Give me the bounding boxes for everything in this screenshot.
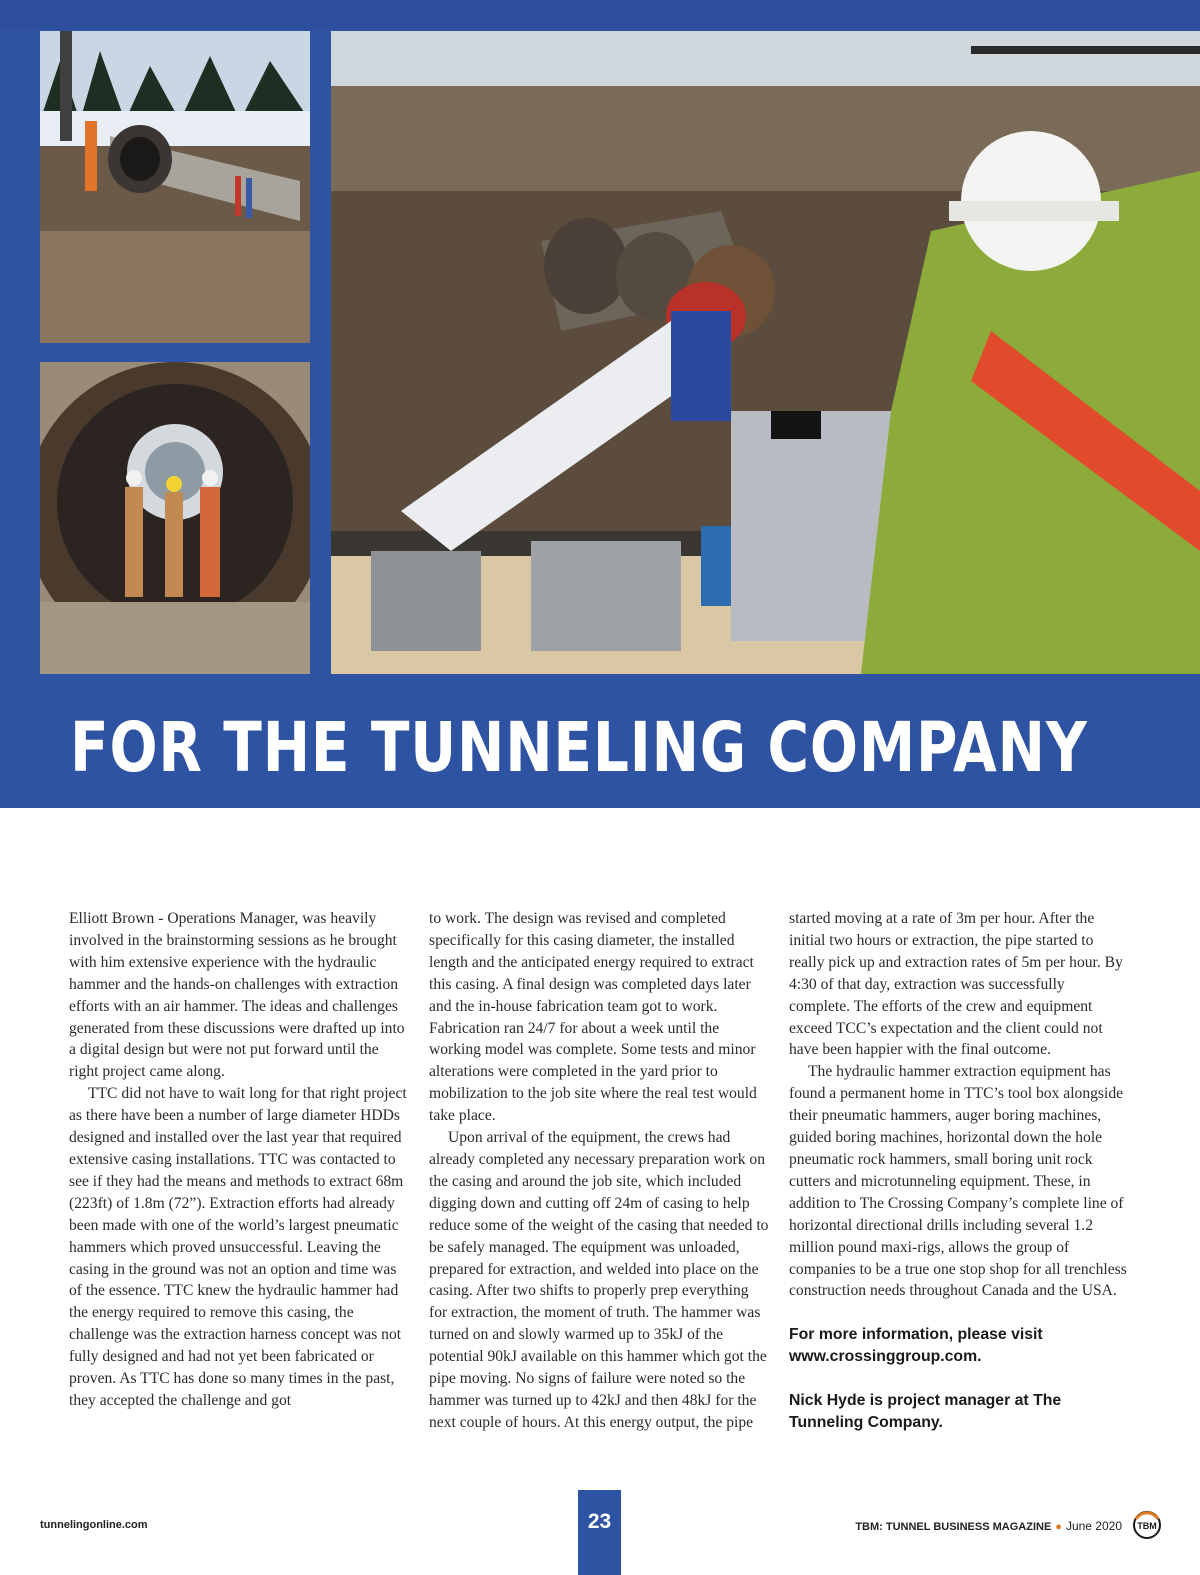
- article-column-1: [69, 908, 409, 1412]
- footer-website[interactable]: tunnelingonline.com: [40, 1519, 148, 1531]
- more-info-note: For more information, please visit www.crossinggroup.com.: [789, 1326, 1043, 1366]
- article-column-2: [429, 908, 769, 1434]
- author-byline: Nick Hyde is project manager at The Tunneling Company.: [789, 1392, 1062, 1432]
- article-paragraph: started moving at a rate of 3m per hour. After the initial two hours or extraction, the pipe started to really pick up and extraction rates of 5m per hour. By 4:30 of that day, extraction was successfully complete. The efforts of the crew and equipment exceed TCC’s expectation and the client could not have been happier with the final outcome.: [789, 910, 1123, 1059]
- article-paragraph: to work. The design was revised and completed specifically for this casing diameter, the installed length and the anticipated energy required to extract this casing. A final design was completed days later and the in-house fabrication team got to work. Fabrication ran 24/7 for about a week until the working model was complete. Some tests and minor alterations were completed in the yard prior to mobilization to the job site where the real test would take place.: [429, 910, 757, 1125]
- article-paragraph: The hydraulic hammer extraction equipment has found a permanent home in TTC’s tool box alongside their pneumatic hammers, auger boring machines, guided boring machines, horizontal down the hole pneumatic rock hammers, small boring unit rock cutters and microtunneling equipment. These, in addition to The Crossing Company’s complete line of horizontal directional drills including several 1.2 million pound maxi-rigs, allows the group of companies to be a true one stop shop for all trenchless construction needs throughout Canada and the USA.: [789, 1063, 1127, 1300]
- tbm-logo-icon: [1132, 1510, 1162, 1540]
- page-number: 23: [587, 1510, 612, 1533]
- footer-publication: [855, 1519, 1122, 1533]
- casing-extraction-photo: [40, 31, 310, 343]
- article-paragraph: Upon arrival of the equipment, the crews had already completed any necessary preparation work on the casing and around the job site, which included digging down and cutting off 24m of casing to help reduce some of the weight of the casing that needed to be safely managed. The equipment was unloaded, prepared for extraction, and welded into place on the casing. After two shifts to properly prep everything for extraction, the moment of truth. The hammer was turned on and slowly warmed up to 35kJ of the potential 90kJ available on this hammer which got the pipe moving. No signs of failure were noted so the hammer was turned up to 42kJ and then 48kJ for the next couple of hours. At this energy output, the pipe: [429, 1129, 769, 1431]
- page-headline: FOR THE TUNNELING COMPANY: [70, 708, 1088, 788]
- hydraulic-hammer-control-photo: [331, 31, 1200, 674]
- article-column-3: [789, 908, 1129, 1434]
- page-number-box: [578, 1490, 621, 1575]
- article-paragraph: TTC did not have to wait long for that right project as there have been a number of large diameter HDDs designed and installed over the last year that required extensive casing installations. TTC was contacted to see if they had the means and methods to extract 68m (223ft) of 1.8m (72”). Extraction efforts had already been made with one of the world’s largest pneumatic hammers which proved unsuccessful. Leaving the casing in the ground was not an option and time was of the essence. TTC knew the hydraulic hammer had the energy required to remove this casing, the challenge was the extraction harness concept was not fully designed and had not yet been fabricated or proven. As TTC has done so many times in the past, they accepted the challenge and got: [69, 1085, 407, 1409]
- magazine-name: TBM: TUNNEL BUSINESS MAGAZINE: [855, 1521, 1052, 1533]
- article-paragraph: Elliott Brown - Operations Manager, was heavily involved in the brainstorming sessions as he brought with him extensive experience with the hydraulic hammer and the hands-on challenges with extraction efforts with an air hammer. The ideas and challenges generated from these discussions were drafted up into a digital design but were not put forward until the right project came along.: [69, 910, 405, 1081]
- issue-date: June 2020: [1065, 1519, 1122, 1533]
- header-cap: [0, 0, 1200, 30]
- separator-dot-icon: ●: [1055, 1521, 1062, 1533]
- tbm-logo-text: TBM: [1137, 1521, 1157, 1531]
- crew-in-casing-photo: [40, 362, 310, 674]
